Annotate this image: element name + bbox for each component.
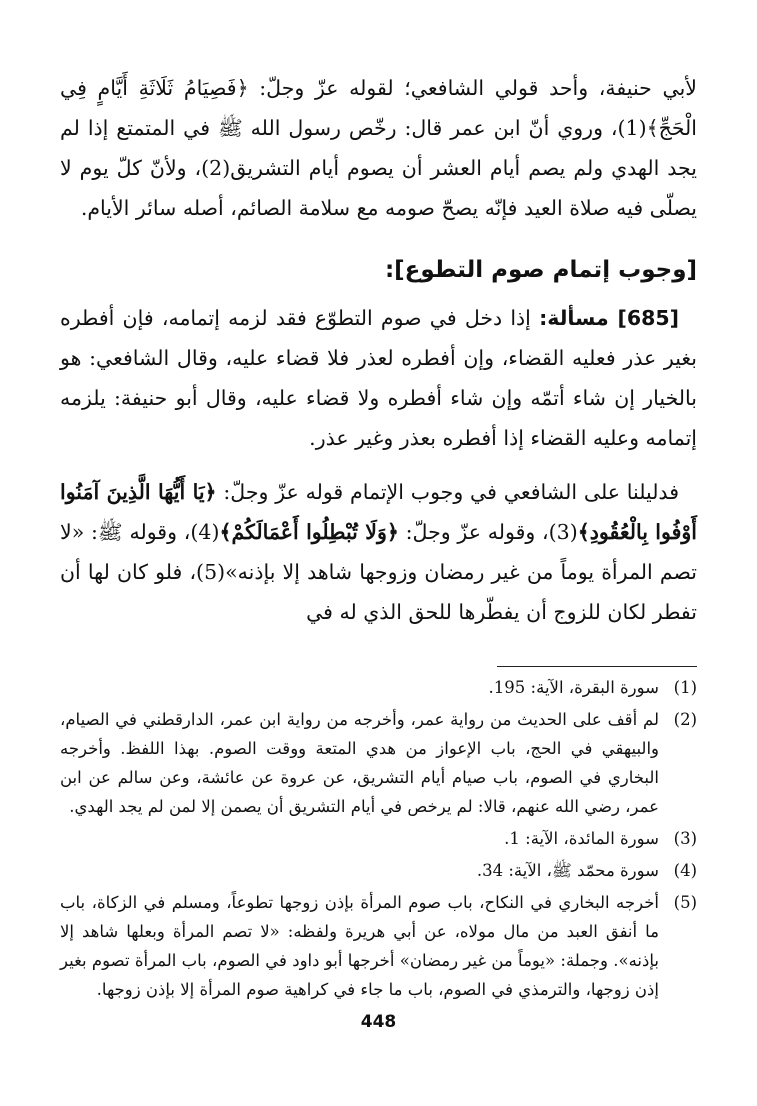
footnote-item	[60, 856, 697, 885]
footnote-text: سورة البقرة، الآية: 195.	[488, 678, 659, 697]
footnotes	[60, 673, 697, 1004]
issue-label: [685] مسألة:	[539, 306, 679, 330]
page-number: 448	[360, 1012, 397, 1032]
evidence-text-c: (4)، وقوله ﷺ: «لا تصم المرأة يوماً من غير رمضان وزوجها شاهد إلا بإذنه»(5)، فلو كان لها أن تفطر لكان للزوج أن يفطّرها للحق الذي له في	[60, 520, 697, 624]
evidence-text-b: (3)، وقوله عزّ وجلّ:	[398, 520, 578, 544]
footnote-text: سورة محمّد ﷺ، الآية: 34.	[476, 861, 659, 880]
footnote-text: سورة المائدة، الآية: 1.	[504, 829, 659, 848]
footnote-number: (5)	[673, 893, 697, 912]
paragraph-evidence	[60, 472, 697, 632]
quran-verse-1: ﴿يَا أَيُّهَا الَّذِينَ آمَنُوا أَوْفُوا بِالْعُقُودِ﴾	[60, 480, 697, 544]
paragraph-1: لأبي حنيفة، وأحد قولي الشافعي؛ لقوله عزّ وجلّ: ﴿فَصِيَامُ ثَلَاثَةِ أَيَّامٍ فِي الْحَجِّ﴾(1)، وروي أنّ ابن عمر قال: رخّص رسول الله ﷺ في المتمتع إذا لم يجد الهدي ولم يصم أيام العشر أن يصوم أيام التشريق(2)، ولأنّ كلّ يوم لا يصلّى فيه صلاة العيد فإنّه يصحّ صومه مع سلامة الصائم، أصله سائر الأيام.	[60, 76, 697, 220]
footnote-text: أخرجه البخاري في النكاح، باب صوم المرأة بإذن زوجها تطوعاً، ومسلم في الزكاة، باب ما أنفق العبد من مال مولاه، عن أبي هريرة ولفظه: «لا تصم المرأة وبعلها شاهد إلا بإذنه». وجملة: «يوماً من غير رمضان» أخرجها أبو داود في الصوم، باب المرأة تصوم بغير إذن زوجها، والترمذي في الصوم، باب ما جاء في كراهية صوم المرأة إلا بإذن زوجها.	[60, 893, 659, 999]
issue-text: إذا دخل في صوم التطوّع فقد لزمه إتمامه، فإن أفطره بغير عذر فعليه القضاء، وإن أفطره لعذر فلا قضاء عليه، وقال الشافعي: هو بالخيار إن شاء أتمّه وإن شاء أفطره ولا قضاء عليه، وقال أبو حنيفة: يلزمه إتمامه وعليه القضاء إذا أفطره بعذر وغير عذر.	[60, 306, 697, 450]
footnote-number: (2)	[673, 710, 697, 729]
section-heading: [وجوب إتمام صوم التطوع]:	[384, 257, 697, 283]
footnote-number: (1)	[673, 678, 697, 697]
quran-verse-2: ﴿وَلَا تُبْطِلُوا أَعْمَالَكُمْ﴾	[219, 520, 399, 544]
footnote-number: (4)	[673, 861, 697, 880]
footnote-divider	[497, 666, 697, 667]
footnote-item	[60, 705, 697, 821]
footnote-number: (3)	[673, 829, 697, 848]
evidence-text-a: فدليلنا على الشافعي في وجوب الإتمام قوله عزّ وجلّ:	[216, 480, 679, 504]
paragraph-issue	[60, 298, 697, 458]
footnote-item	[60, 888, 697, 1004]
footnote-item	[60, 673, 697, 702]
footnote-text: لم أقف على الحديث من رواية عمر، وأخرجه من رواية ابن عمر، الدارقطني في الصيام، والبيهقي في الحج، باب الإعواز من هدي المتعة ووقت الصوم. بهذا اللفظ. وأخرجه البخاري في الصوم، باب صيام أيام التشريق، عن عروة عن عائشة، وعن سالم عن ابن عمر، رضي الله عنهم، قالا: لم يرخص في أيام التشريق أن يصمن إلا لمن لم يجد الهدي.	[60, 710, 659, 816]
footnote-item	[60, 824, 697, 853]
